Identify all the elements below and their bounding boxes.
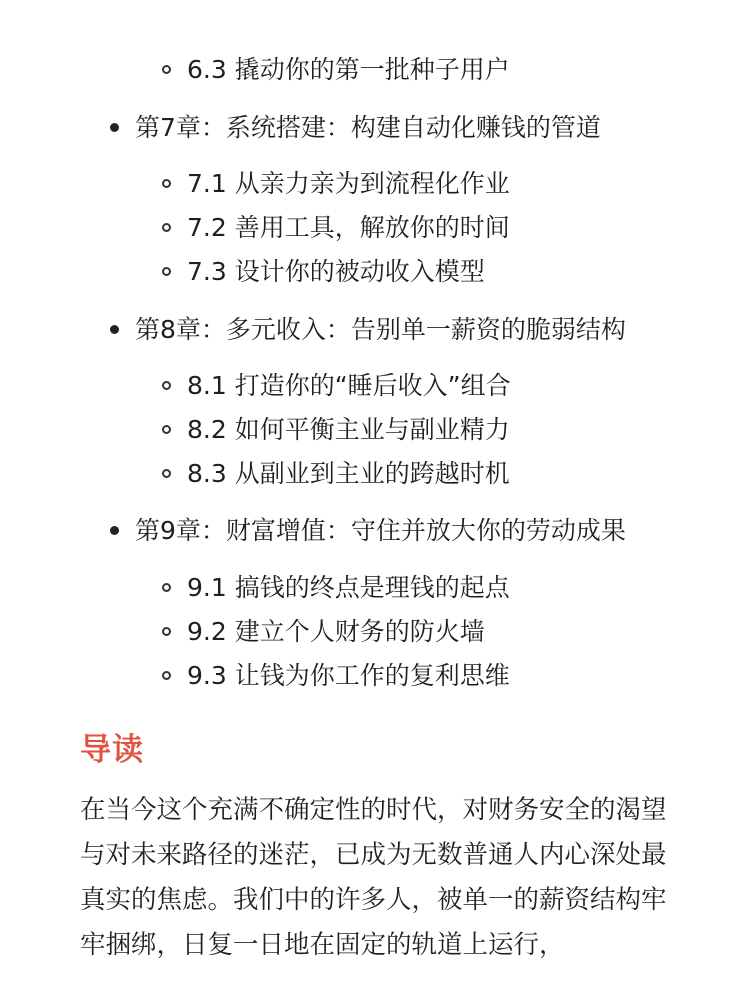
toc-section-label: 8.2 如何平衡主业与副业精力 (187, 415, 510, 444)
toc-section-9-1 (162, 568, 510, 608)
toc-section-7-1 (162, 164, 510, 204)
toc-section-8-2 (162, 410, 510, 450)
filled-bullet-icon (110, 123, 119, 132)
toc-section-label: 9.1 搞钱的终点是理钱的起点 (187, 573, 510, 602)
toc-section-label: 7.2 善用工具，解放你的时间 (187, 213, 510, 242)
toc-chapter-label: 第9章：财富增值：守住并放大你的劳动成果 (135, 516, 626, 545)
toc-section-label: 7.1 从亲力亲为到流程化作业 (187, 169, 510, 198)
toc-section-label: 8.1 打造你的“睡后收入”组合 (187, 371, 511, 400)
hollow-bullet-icon (162, 469, 171, 478)
toc-section-label: 9.2 建立个人财务的防火墙 (187, 617, 485, 646)
hollow-bullet-icon (162, 65, 171, 74)
hollow-bullet-icon (162, 267, 171, 276)
toc-section-label: 8.3 从副业到主业的跨越时机 (187, 459, 510, 488)
toc-chapter-8 (110, 310, 626, 350)
intro-heading: 导读 (80, 732, 144, 768)
hollow-bullet-icon (162, 425, 171, 434)
toc-section-9-3 (162, 656, 510, 696)
toc-section-label: 9.3 让钱为你工作的复利思维 (187, 661, 510, 690)
hollow-bullet-icon (162, 381, 171, 390)
hollow-bullet-icon (162, 179, 171, 188)
toc-section-9-2 (162, 612, 485, 652)
hollow-bullet-icon (162, 583, 171, 592)
toc-chapter-7 (110, 108, 601, 148)
toc-section-8-1 (162, 366, 511, 406)
toc-section-label: 7.3 设计你的被动收入模型 (187, 257, 485, 286)
toc-section-7-2 (162, 208, 510, 248)
toc-section-8-3 (162, 454, 510, 494)
toc-chapter-label: 第7章：系统搭建：构建自动化赚钱的管道 (135, 113, 601, 142)
toc-section-6-3 (162, 50, 510, 90)
toc-chapter-label: 第8章：多元收入：告别单一薪资的脆弱结构 (135, 315, 626, 344)
toc-section-7-3 (162, 252, 485, 292)
hollow-bullet-icon (162, 223, 171, 232)
filled-bullet-icon (110, 526, 119, 535)
toc-chapter-9 (110, 511, 626, 551)
toc-section-label: 6.3 撬动你的第一批种子用户 (187, 55, 510, 84)
intro-paragraph: 在当今这个充满不确定性的时代，对财务安全的渴望与对未来路径的迷茫，已成为无数普通人内心深处最真实的焦虑。我们中的许多人，被单一的薪资结构牢牢捆绑，日复一日地在固定的轨道上运行， (80, 795, 667, 960)
filled-bullet-icon (110, 325, 119, 334)
hollow-bullet-icon (162, 627, 171, 636)
hollow-bullet-icon (162, 671, 171, 680)
